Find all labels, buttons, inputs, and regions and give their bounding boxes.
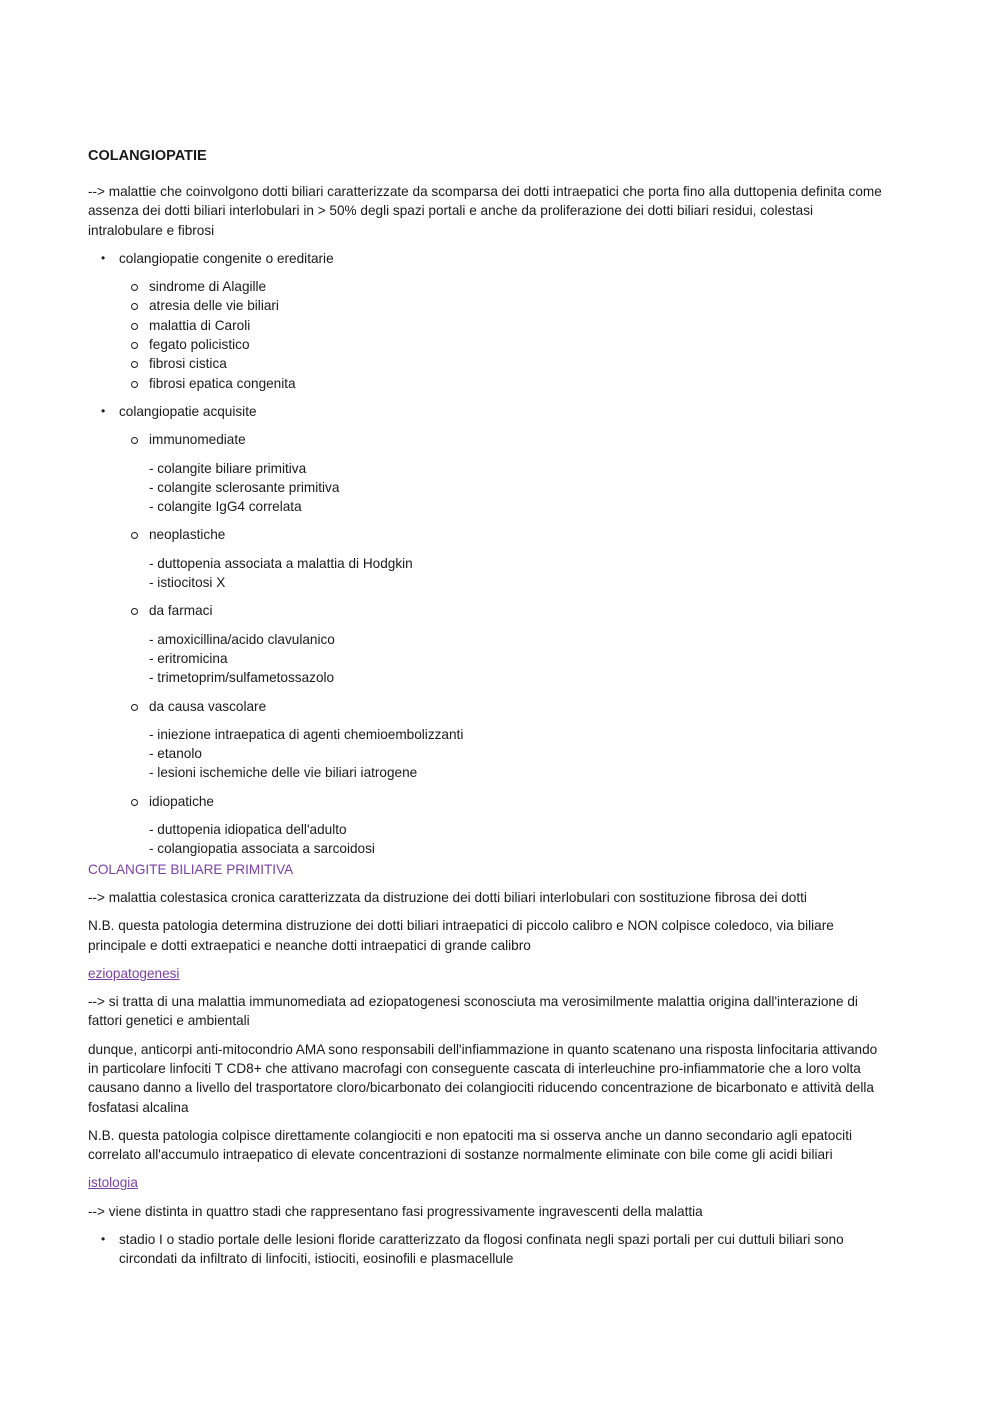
detail-lines xyxy=(149,630,888,688)
category-label: immunomediate xyxy=(149,432,246,448)
list-item: atresia delle vie biliari xyxy=(119,296,888,315)
detail-lines xyxy=(149,459,888,517)
cbp-definition: --> malattia colestasica cronica caratterizzata da distruzione dei dotti biliari interlobulari con sostituzione fibrosa dei dotti xyxy=(88,889,807,905)
intro-paragraph: --> malattie che coinvolgono dotti biliari caratterizzate da scomparsa dei dotti intraepatici che porta fino alla duttopenia definita come assenza dei dotti biliari interlobulari in > 50% degli spazi portali e anche da proliferazione dei dotti biliari residui, colestasi intralobulare e fibrosi xyxy=(88,184,882,238)
list-item xyxy=(119,430,888,516)
list-item: sindrome di Alagille xyxy=(119,277,888,296)
list-item: fibrosi epatica congenita xyxy=(119,374,888,393)
cbp-note: N.B. questa patologia determina distruzione dei dotti biliari intraepatici di piccolo calibro e NON colpisce coledoco, via biliare principale e dotti extraepatici e neanche dotti intraepatici di grande calibro xyxy=(88,918,834,953)
document-title: COLANGIOPATIE xyxy=(88,148,207,164)
list-item xyxy=(119,525,888,592)
list-item: fibrosi cistica xyxy=(119,354,888,373)
detail-line: - duttopenia associata a malattia di Hodgkin xyxy=(149,555,413,571)
detail-line: - colangite sclerosante primitiva xyxy=(149,479,340,495)
category-label: da farmaci xyxy=(149,603,213,619)
list-item-congenite xyxy=(88,249,888,393)
detail-lines xyxy=(149,820,888,859)
istologia-paragraph: --> viene distinta in quattro stadi che rappresentano fasi progressivamente ingravescenti della malattia xyxy=(88,1203,703,1219)
detail-line: - etanolo xyxy=(149,746,202,762)
colangiociti-note: N.B. questa patologia colpisce direttamente colangiociti e non epatociti ma si osserva anche un danno secondario agli epatociti correlato all'accumulo intraepatico di elevate concentrazioni di sostanze normalmente eliminate con bile come gli acidi biliari xyxy=(88,1127,852,1163)
acquisite-sublist xyxy=(119,430,888,858)
detail-line: - istiocitosi X xyxy=(149,575,226,591)
detail-lines xyxy=(149,725,888,783)
colangiopatie-list xyxy=(88,249,888,859)
eziopatogenesi-paragraph: --> si tratta di una malattia immunomediata ad eziopatogenesi sconosciuta ma verosimilmente malattia origina dall'interazione di fattori genetici e ambientali xyxy=(88,994,858,1029)
detail-line: - colangite IgG4 correlata xyxy=(149,499,302,515)
detail-line: - colangite biliare primitiva xyxy=(149,460,307,476)
list-item xyxy=(119,601,888,687)
eziopatogenesi-link[interactable]: eziopatogenesi xyxy=(88,965,180,981)
detail-lines xyxy=(149,554,888,593)
istologia-link[interactable]: istologia xyxy=(88,1175,138,1191)
document-content xyxy=(88,146,888,1278)
ama-paragraph: dunque, anticorpi anti-mitocondrio AMA sono responsabili dell'infiammazione in quanto scatenano una risposta linfocitaria attivando in particolare linfociti T CD8+ che attivano macrofagi con conseguente cascata di interleuchine pro-infiammatorie che a loro volta causano danno a livello del trasportatore cloro/bicarbonato dei colangiociti riducendo concentrazione de bicarbonato e attività della fosfatasi alcalina xyxy=(88,1041,878,1115)
list-item-stadio-1: • stadio I o stadio portale delle lesioni floride caratterizzato da flogosi confinata negli spazi portali per cui duttuli biliari sono circondati da infiltrato di linfociti, istiociti, eosinofili e plasmacellule xyxy=(88,1230,888,1269)
congenite-sublist xyxy=(119,277,888,393)
section-heading-cbp: COLANGITE BILIARE PRIMITIVA xyxy=(88,861,294,877)
detail-line: - duttopenia idiopatica dell'adulto xyxy=(149,822,347,838)
detail-line: - iniezione intraepatica di agenti chemioembolizzanti xyxy=(149,726,464,742)
detail-line: - eritromicina xyxy=(149,650,228,666)
group-label: colangiopatie congenite o ereditarie xyxy=(119,250,334,266)
detail-line: - amoxicillina/acido clavulanico xyxy=(149,631,335,647)
category-label: idiopatiche xyxy=(149,793,214,809)
list-item-acquisite xyxy=(88,402,888,859)
list-item xyxy=(119,697,888,783)
category-label: neoplastiche xyxy=(149,527,226,543)
list-item: malattia di Caroli xyxy=(119,316,888,335)
list-item xyxy=(119,792,888,859)
group-label: colangiopatie acquisite xyxy=(119,403,257,419)
category-label: da causa vascolare xyxy=(149,698,267,714)
detail-line: - lesioni ischemiche delle vie biliari iatrogene xyxy=(149,765,418,781)
list-item: fegato policistico xyxy=(119,335,888,354)
detail-line: - colangiopatia associata a sarcoidosi xyxy=(149,841,375,857)
detail-line: - trimetoprim/sulfametossazolo xyxy=(149,670,335,686)
stadi-list xyxy=(88,1230,888,1269)
